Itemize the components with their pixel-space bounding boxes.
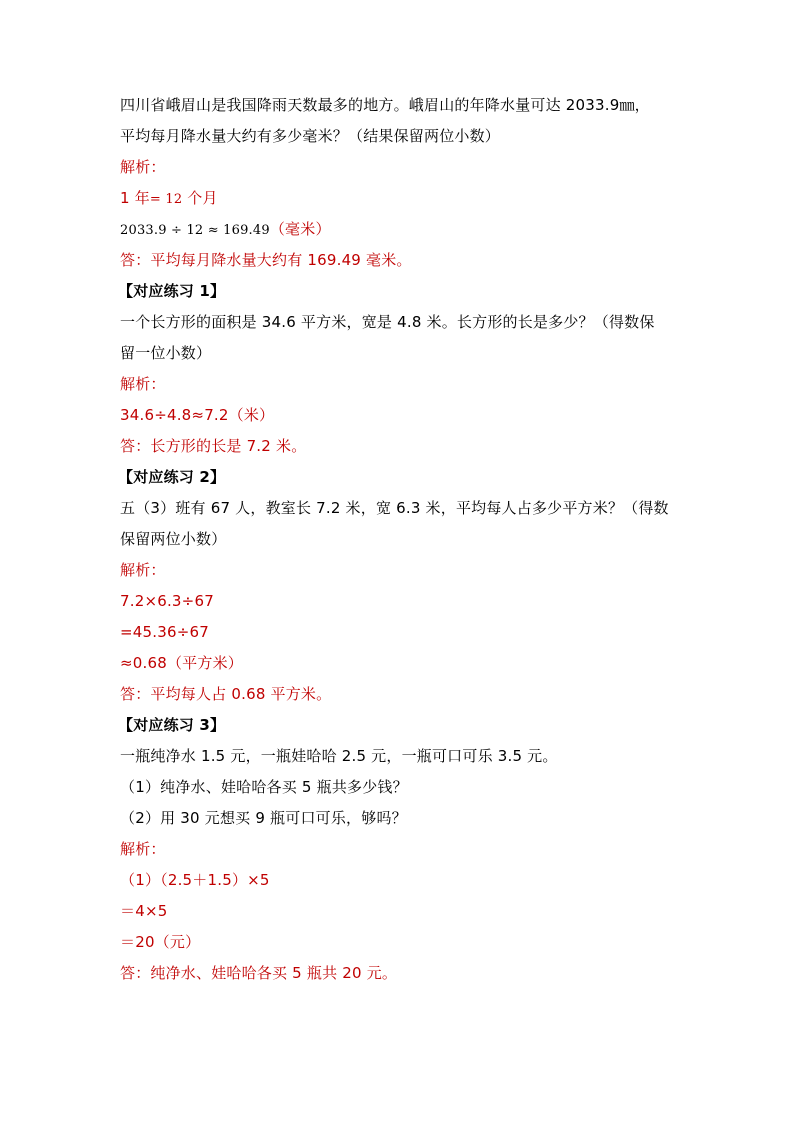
document-page xyxy=(120,90,680,989)
exercise-2-step-1: 7.2×6.3÷67 xyxy=(120,592,214,610)
exercise-1-step-1: 34.6÷4.8≈7.2（米） xyxy=(120,406,275,424)
exercise-3-step-3: ＝20（元） xyxy=(120,933,201,951)
exercise-3-question-1: （1）纯净水、娃哈哈各买 5 瓶共多少钱？ xyxy=(120,778,408,796)
exercise-2-answer: 答：平均每人占 0.68 平方米。 xyxy=(120,685,332,703)
intro-problem-line-1: 四川省峨眉山是我国降雨天数最多的地方。峨眉山的年降水量可达 2033.9㎜， xyxy=(120,96,650,114)
exercise-1-header: 【对应练习 1】 xyxy=(118,282,226,300)
exercise-3-step-1: （1）（2.5＋1.5）×5 xyxy=(120,871,270,889)
intro-step-2-unit: （毫米） xyxy=(269,220,331,238)
intro-analysis-label: 解析： xyxy=(120,158,166,176)
intro-step-1 xyxy=(120,183,680,214)
intro-step-1-year: 1 年 xyxy=(120,189,150,207)
intro-step-2-expr: 2033.9 ÷ 12 ≈ 169.49 xyxy=(120,223,270,238)
exercise-2-step-3: ≈0.68（平方米） xyxy=(120,654,243,672)
exercise-2-analysis-label: 解析： xyxy=(120,561,166,579)
exercise-3-analysis-label: 解析： xyxy=(120,840,166,858)
exercise-2-step-2: =45.36÷67 xyxy=(120,623,209,641)
exercise-2-header: 【对应练习 2】 xyxy=(118,468,226,486)
intro-answer: 答：平均每月降水量大约有 169.49 毫米。 xyxy=(120,251,412,269)
intro-problem-line-2: 平均每月降水量大约有多少毫米？（结果保留两位小数） xyxy=(120,127,501,145)
exercise-3-header: 【对应练习 3】 xyxy=(118,716,226,734)
intro-step-2 xyxy=(120,214,680,245)
exercise-1-problem-line-2: 留一位小数） xyxy=(120,344,212,362)
exercise-3-step-2: ＝4×5 xyxy=(120,902,168,920)
exercise-1-problem-line-1: 一个长方形的面积是 34.6 平方米，宽是 4.8 米。长方形的长是多少？（得数保 xyxy=(120,313,655,331)
exercise-3-problem-line-1: 一瓶纯净水 1.5 元，一瓶娃哈哈 2.5 元，一瓶可口可乐 3.5 元。 xyxy=(120,747,558,765)
exercise-1-answer: 答：长方形的长是 7.2 米。 xyxy=(120,437,307,455)
exercise-1-analysis-label: 解析： xyxy=(120,375,166,393)
exercise-2-problem-line-1: 五（3）班有 67 人，教室长 7.2 米，宽 6.3 米，平均每人占多少平方米？（得数 xyxy=(120,499,669,517)
exercise-3-question-2: （2）用 30 元想买 9 瓶可口可乐，够吗？ xyxy=(120,809,407,827)
intro-step-1-eq: = 12 xyxy=(149,192,183,207)
intro-step-1-month: 个月 xyxy=(182,189,218,207)
exercise-2-problem-line-2: 保留两位小数） xyxy=(120,530,227,548)
exercise-3-answer: 答：纯净水、娃哈哈各买 5 瓶共 20 元。 xyxy=(120,964,398,982)
